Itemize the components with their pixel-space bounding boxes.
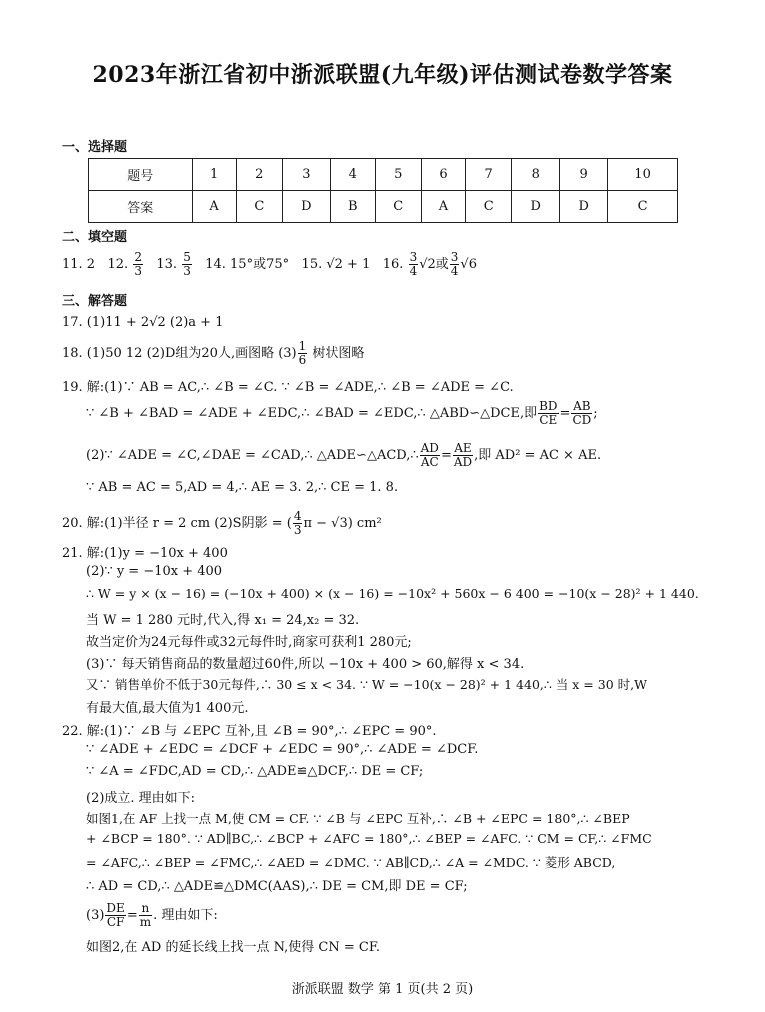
table-row-answers xyxy=(89,191,678,223)
fill-q16-part-a: √2或 xyxy=(419,257,449,272)
numerator: DE xyxy=(106,901,125,915)
table-cell: C xyxy=(466,191,512,223)
table-cell: D xyxy=(560,191,608,223)
fraction xyxy=(133,251,143,278)
answer-17: 17. (1)11 + 2√2 (2)a + 1 xyxy=(62,315,224,330)
answer-19-line-2-text: ∵ ∠B + ∠BAD = ∠ADE + ∠EDC,∴ ∠BAD = ∠EDC,∴ △ABD∽△DCE,即 xyxy=(86,406,538,421)
answer-21-line-5: 故当定价为24元每件或32元每件时,商家可获利1 280元; xyxy=(86,635,412,650)
table-cell: 9 xyxy=(560,159,608,191)
table-header-cell: 答案 xyxy=(89,191,193,223)
denominator: 6 xyxy=(298,353,307,367)
fill-answers-line xyxy=(62,251,477,278)
answer-19-line-3 xyxy=(86,442,601,469)
table-cell: D xyxy=(282,191,330,223)
table-cell: C xyxy=(608,191,678,223)
answer-21-line-7: 又∵ 销售单价不低于30元每件,∴ 30 ≤ x < 34. ∵ W = −10(x − 28)² + 1 440,∴ 当 x = 30 时,W xyxy=(86,677,647,692)
answer-21-line-3: ∴ W = y × (x − 16) = (−10x + 400) × (x − 16) = −10x² + 560x − 6 400 = −10(x − 28)² + 1 440. xyxy=(86,586,699,601)
answer-21-line-8: 有最大值,最大值为1 400元. xyxy=(86,701,249,716)
numerator: 3 xyxy=(450,250,459,264)
answer-22-line-5: 如图1,在 AF 上找一点 M,使 CM = CF. ∵ ∠B 与 ∠EPC 互补,∴ ∠B + ∠EPC = 180°,∴ ∠BEP xyxy=(86,811,630,826)
table-cell: 6 xyxy=(421,159,465,191)
answer-22-line-1: 22. 解:(1)∵ ∠B 与 ∠EPC 互补,且 ∠B = 90°,∴ ∠EPC = 90°. xyxy=(62,724,437,739)
fraction xyxy=(182,251,192,278)
answer-18 xyxy=(62,340,364,367)
table-cell: 5 xyxy=(375,159,421,191)
answer-19-line-4: ∵ AB = AC = 5,AD = 4,∴ AE = 3. 2,∴ CE = 1. 8. xyxy=(86,480,399,495)
section-fill-heading: 二、填空题 xyxy=(62,230,128,245)
table-cell: C xyxy=(236,191,282,223)
table-cell: 8 xyxy=(512,159,560,191)
table-row-numbers xyxy=(89,159,678,191)
answer-22-line-6: + ∠BCP = 180°. ∵ AD∥BC,∴ ∠BCP + ∠AFC = 180°,∴ ∠BEP = ∠AFC. ∵ CM = CF,∴ ∠FMC xyxy=(86,831,652,846)
equals-sign: = xyxy=(440,448,452,463)
line-end: ,即 AD² = AC × AE. xyxy=(474,448,602,463)
answer-22-line-9 xyxy=(86,902,218,929)
answer-20 xyxy=(62,510,382,537)
answer-22-line-10: 如图2,在 AD 的延长线上找一点 N,使得 CN = CF. xyxy=(86,940,380,955)
fraction xyxy=(538,400,558,427)
answer-20-tail: π − √3) cm² xyxy=(303,516,382,531)
fill-q16-part-b: √6 xyxy=(460,257,477,272)
table-cell: 2 xyxy=(236,159,282,191)
answer-22-line-7: = ∠AFC,∴ ∠BEP = ∠FMC,∴ ∠AED = ∠DMC. ∵ AB∥CD,∴ ∠A = ∠MDC. ∵ 菱形 ABCD, xyxy=(86,855,616,870)
fill-q11: 11. 2 xyxy=(62,257,96,272)
numerator: 2 xyxy=(134,250,142,264)
denominator: CD xyxy=(572,413,592,427)
numerator: 4 xyxy=(293,509,302,523)
numerator: 3 xyxy=(409,250,418,264)
table-cell: 1 xyxy=(192,159,236,191)
answer-22-line-2: ∵ ∠ADE + ∠EDC = ∠DCF + ∠EDC = 90°,∴ ∠ADE = ∠DCF. xyxy=(86,742,479,757)
table-cell: 10 xyxy=(608,159,678,191)
numerator: AB xyxy=(573,399,591,413)
choice-answer-table xyxy=(88,158,678,223)
answer-19-line-2 xyxy=(86,400,598,427)
denominator: 3 xyxy=(134,264,142,278)
fraction xyxy=(105,902,125,929)
denominator: 4 xyxy=(409,264,418,278)
numerator: n xyxy=(139,902,152,916)
denominator: AC xyxy=(420,455,439,469)
denominator: AD xyxy=(453,455,473,469)
fraction xyxy=(420,442,440,469)
fraction xyxy=(293,510,303,537)
numerator: 1 xyxy=(298,339,307,353)
fill-q13-label: 13. xyxy=(156,257,178,272)
answer-22-line-4: (2)成立. 理由如下: xyxy=(86,791,196,806)
answer-18-tail: 树状图略 xyxy=(308,346,365,361)
table-cell: A xyxy=(421,191,465,223)
table-cell: C xyxy=(375,191,421,223)
table-cell: 7 xyxy=(466,159,512,191)
line-end: ; xyxy=(593,406,598,421)
numerator: 5 xyxy=(183,250,191,264)
fill-q16-label: 16. xyxy=(382,257,404,272)
table-cell: 4 xyxy=(330,159,375,191)
fraction xyxy=(298,340,308,367)
answer-21-line-4: 当 W = 1 280 元时,代入,得 x₁ = 24,x₂ = 32. xyxy=(86,613,360,628)
denominator: 3 xyxy=(183,264,191,278)
table-cell: A xyxy=(192,191,236,223)
answer-22-line-9-label: (3) xyxy=(86,908,105,923)
table-cell: B xyxy=(330,191,375,223)
denominator: m xyxy=(139,915,152,929)
answer-18-text: 18. (1)50 12 (2)D组为20人,画图略 (3) xyxy=(62,346,297,361)
table-cell: 3 xyxy=(282,159,330,191)
answer-21-line-2: (2)∵ y = −10x + 400 xyxy=(86,564,223,579)
denominator: CE xyxy=(539,413,558,427)
answer-20-text: 20. 解:(1)半径 r = 2 cm (2)S阴影 = ( xyxy=(62,516,292,531)
answer-22-line-3: ∵ ∠A = ∠FDC,AD = CD,∴ △ADE≌△DCF,∴ DE = CF; xyxy=(86,764,424,779)
answer-21-line-1: 21. 解:(1)y = −10x + 400 xyxy=(62,546,228,561)
equals-sign: = xyxy=(559,406,571,421)
fraction xyxy=(409,251,419,278)
table-header-cell: 题号 xyxy=(89,159,193,191)
section-choice-heading: 一、选择题 xyxy=(62,140,128,155)
section-solution-heading: 三、解答题 xyxy=(62,294,128,309)
page-title: 2023年浙江省初中浙派联盟(九年级)评估测试卷数学答案 xyxy=(92,62,673,88)
line-end: . 理由如下: xyxy=(153,908,218,923)
page-footer: 浙派联盟 数学 第 1 页(共 2 页) xyxy=(291,982,474,997)
denominator: CF xyxy=(106,915,125,929)
fill-q15: 15. √2 + 1 xyxy=(301,257,371,272)
fraction xyxy=(571,400,592,427)
answer-19-line-1: 19. 解:(1)∵ AB = AC,∴ ∠B = ∠C. ∵ ∠B = ∠ADE,∴ ∠B = ∠ADE = ∠C. xyxy=(62,380,514,395)
table-cell: D xyxy=(512,191,560,223)
fill-q14: 14. 15°或75° xyxy=(205,257,290,272)
answer-22-line-8: ∴ AD = CD,∴ △ADE≌△DMC(AAS),∴ DE = CM,即 DE = CF; xyxy=(86,879,468,894)
denominator: 4 xyxy=(450,264,459,278)
numerator: AD xyxy=(420,441,439,455)
equals-sign: = xyxy=(126,908,138,923)
numerator: AE xyxy=(454,441,472,455)
fraction xyxy=(450,251,460,278)
answer-19-line-3-text: (2)∵ ∠ADE = ∠C,∠DAE = ∠CAD,∴ △ADE∽△ACD,∴ xyxy=(86,448,419,463)
answer-21-line-6: (3)∵ 每天销售商品的数量超过60件,所以 −10x + 400 > 60,解得 x < 34. xyxy=(86,657,525,672)
numerator: BD xyxy=(539,399,558,413)
fraction xyxy=(453,442,473,469)
denominator: 3 xyxy=(293,523,302,537)
fill-q12-label: 12. xyxy=(107,257,129,272)
fraction xyxy=(139,902,152,929)
